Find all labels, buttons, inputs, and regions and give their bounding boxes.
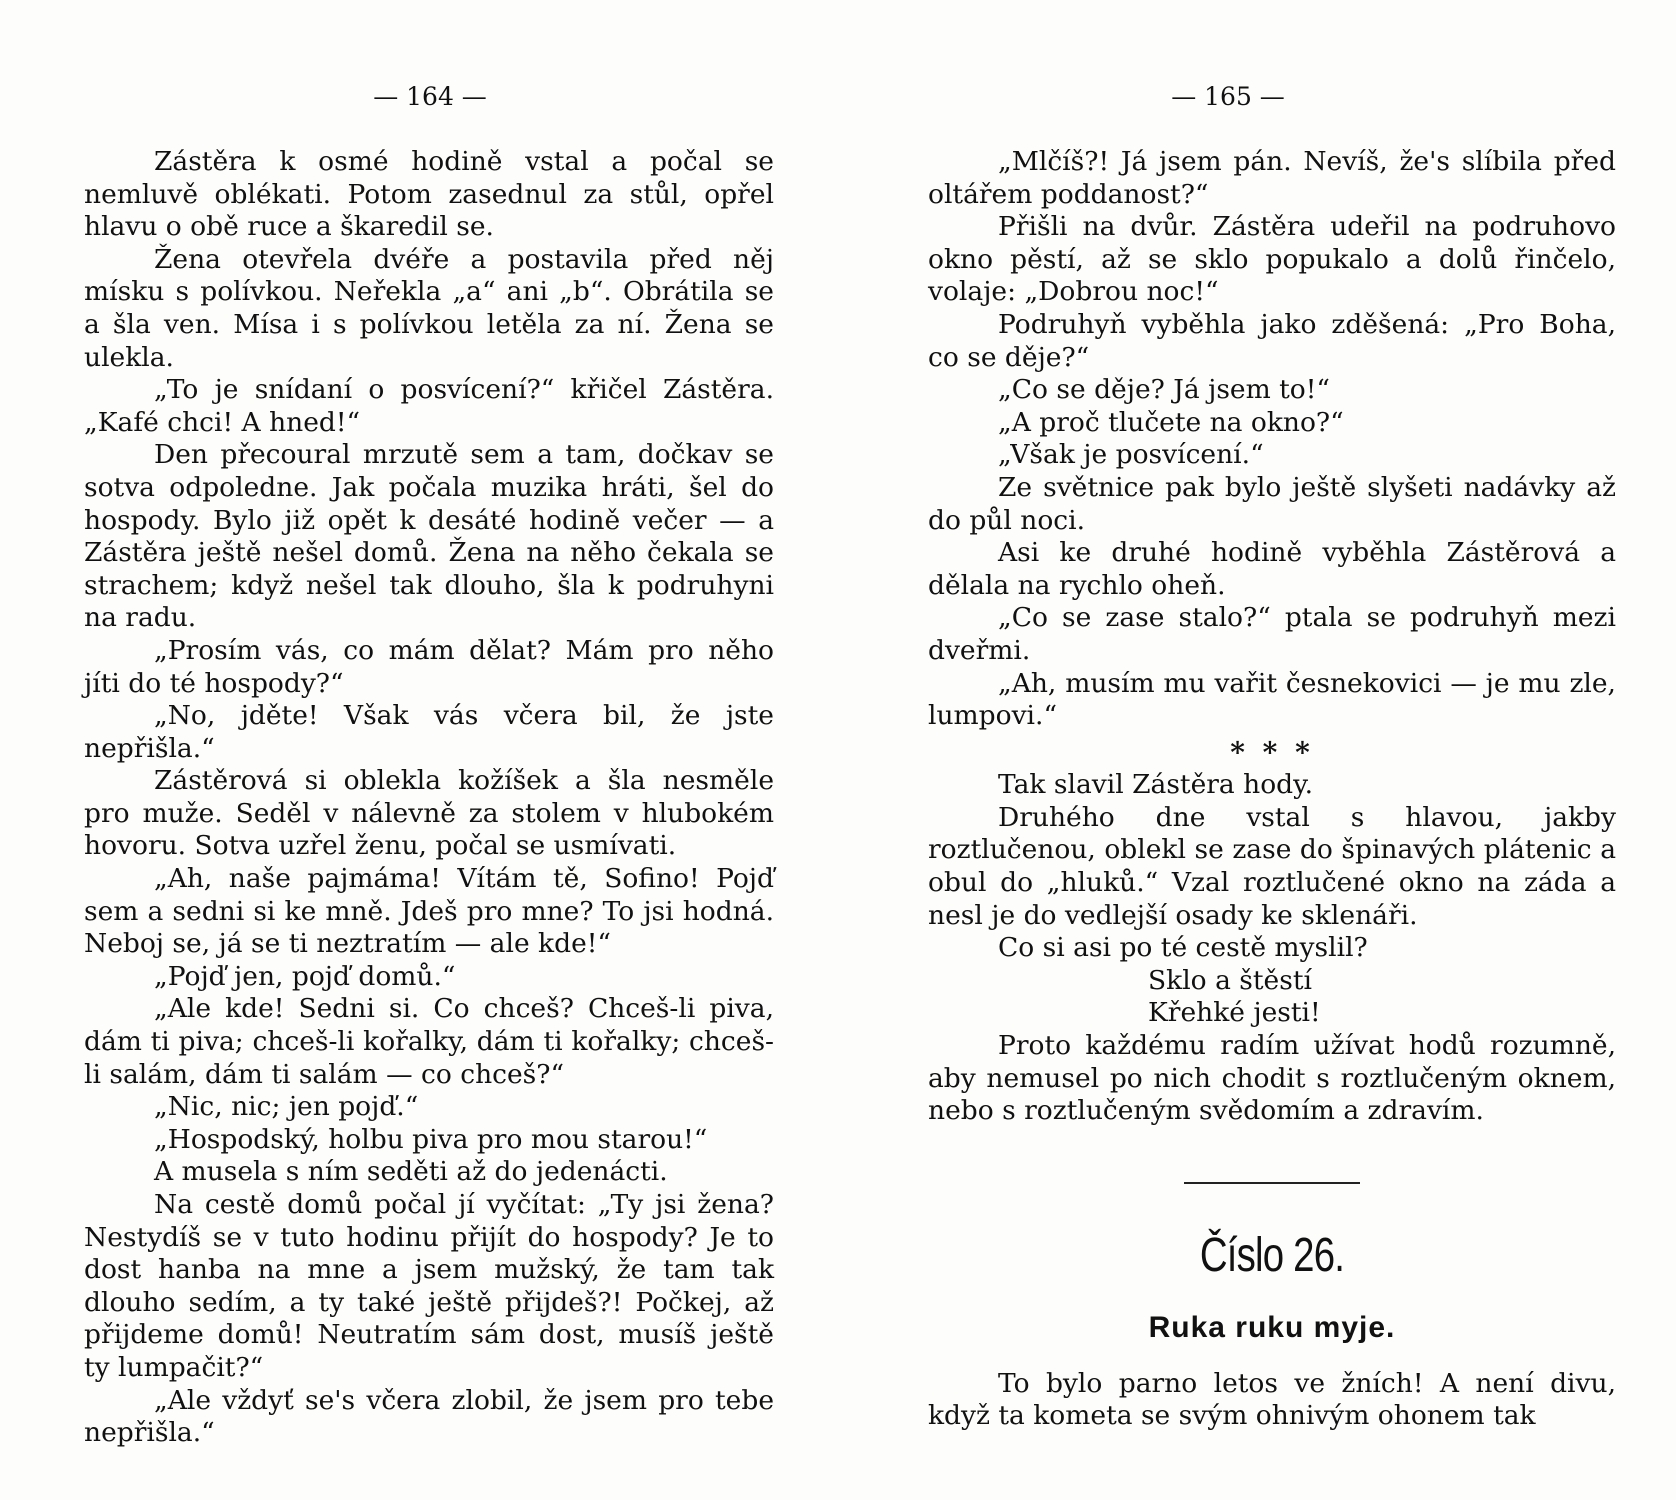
paragraph: „No, jděte! Však vás včera bil, že jste nepřišla.“	[84, 700, 774, 764]
paragraph: „Hospodský, holbu piva pro mou starou!“	[154, 1123, 708, 1155]
paragraph: Co si asi po té cestě myslil?	[998, 932, 1368, 964]
paragraph: „Ale kde! Sedni si. Co chceš? Chceš-li piva, dám ti piva; chceš-li kořalky, dám ti kořalky; chceš-li salám, dám ti salám — co chceš?“	[84, 993, 774, 1090]
paragraph: Zástěrová si oblekla kožíšek a šla nesměle pro muže. Seděl v nálevně za stolem v hlubokém hovoru. Sotva uzřel ženu, počal se usmívati.	[84, 765, 774, 862]
paragraph: „Co se zase stalo?“ ptala se podruhyň mezi dveřmi.	[928, 602, 1616, 666]
paragraph: „To je snídaní o posvícení?“ křičel Zástěra. „Kafé chci! A hned!“	[84, 374, 774, 438]
paragraph: Druhého dne vstal s hlavou, jakby roztlučenou, oblekl se zase do špinavých plátenic a obul do „hluků.“ Vzal roztlučené okno na záda a nesl je do vedlejší osady ke sklenáři.	[928, 801, 1616, 931]
paragraph: „Však je posvícení.“	[998, 439, 1264, 471]
paragraph: Žena otevřela dvéře a postavila před něj mísku s polívkou. Neřekla „a“ ani „b“. Obrátila se a šla ven. Mísa i s polívkou letěla za ní. Žena se ulekla.	[84, 243, 774, 373]
story-title: Ruka ruku myje.	[1148, 1310, 1396, 1344]
page-number-left: — 164 —	[373, 82, 487, 111]
section-separator-stars: * * *	[1230, 735, 1314, 769]
chapter-title: Číslo 26.	[1199, 1228, 1345, 1282]
verse-line: Sklo a štěstí	[1148, 964, 1312, 996]
paragraph: „Prosím vás, co mám dělat? Mám pro něho jíti do té hospody?“	[84, 634, 774, 699]
paragraph: „Pojď jen, pojď domů.“	[154, 960, 456, 992]
paragraph: „Ah, musím mu vařit česnekovici — je mu zle, lumpovi.“	[928, 667, 1616, 732]
paragraph: To bylo parno letos ve žních! A není divu, když ta kometa se svým ohnivým ohonem tak	[928, 1367, 1616, 1432]
paragraph: „Nic, nic; jen pojď.“	[154, 1091, 419, 1123]
paragraph: A musela s ním seděti až do jedenácti.	[154, 1156, 668, 1188]
paragraph: Den přecoural mrzutě sem a tam, dočkav se sotva odpoledne. Jak počala muzika hráti, šel do hospody. Bylo již opět k desáté hodině večer — a Zástěra ještě nešel domů. Žena na něho čekala se strachem; když nešel tak dlouho, šla k podruhyni na radu.	[84, 439, 774, 634]
verse-line: Křehké jesti!	[1148, 997, 1321, 1029]
paragraph: Na cestě domů počal jí vyčítat: „Ty jsi žena? Nestydíš se v tuto hodinu přijít do hospody? Je to dost hanba na mne a jsem mužský, že tam tak dlouho sedím, a ty také ještě přijdeš?! Počkej, až přijdeme domů! Neutratím sám dost, musíš ještě ty lumpačit?“	[84, 1189, 774, 1383]
paragraph: Zástěra k osmé hodině vstal a počal se nemluvě oblékati. Potom zasednul za stůl, opřel hlavu o obě ruce a škaredil se.	[84, 146, 774, 243]
paragraph: Asi ke druhé hodině vyběhla Zástěrová a dělala na rychlo oheň.	[928, 537, 1616, 601]
paragraph: Podruhyň vyběhla jako zděšená: „Pro Boha, co se děje?“	[928, 308, 1616, 373]
left-text-column	[84, 146, 774, 1450]
paragraph: „Ale vždyť se's včera zlobil, že jsem pro tebe nepřišla.“	[84, 1384, 774, 1449]
paragraph: „A proč tlučete na okno?“	[998, 406, 1344, 438]
paragraph: „Mlčíš?! Já jsem pán. Nevíš, že's slíbila před oltářem poddanost?“	[928, 146, 1616, 210]
paragraph: „Co se děje? Já jsem to!“	[998, 374, 1330, 406]
paragraph: Přišli na dvůr. Zástěra udeřil na podruhovo okno pěstí, až se sklo popukalo a dolů řinčelo, volaje: „Dobrou noc!“	[928, 211, 1616, 308]
paragraph: Proto každému radím užívat hodů rozumně, aby nemusel po nich chodit s roztlučeným oknem, nebo s roztlučeným svědomím a zdravím.	[928, 1030, 1616, 1127]
right-page	[838, 0, 1676, 1500]
paragraph: Ze světnice pak bylo ještě slyšeti nadávky až do půl noci.	[928, 471, 1616, 536]
right-text-column	[928, 146, 1616, 1433]
chapter-divider-rule	[1184, 1182, 1360, 1184]
paragraph: Tak slavil Zástěra hody.	[998, 769, 1314, 801]
page-number-right: — 165 —	[1171, 82, 1285, 111]
paragraph: „Ah, naše pajmáma! Vítám tě, Sofino! Pojď sem a sedni si ke mně. Jdeš pro mne? To jsi hodná. Neboj se, já se ti neztratím — ale kde!“	[84, 863, 774, 960]
